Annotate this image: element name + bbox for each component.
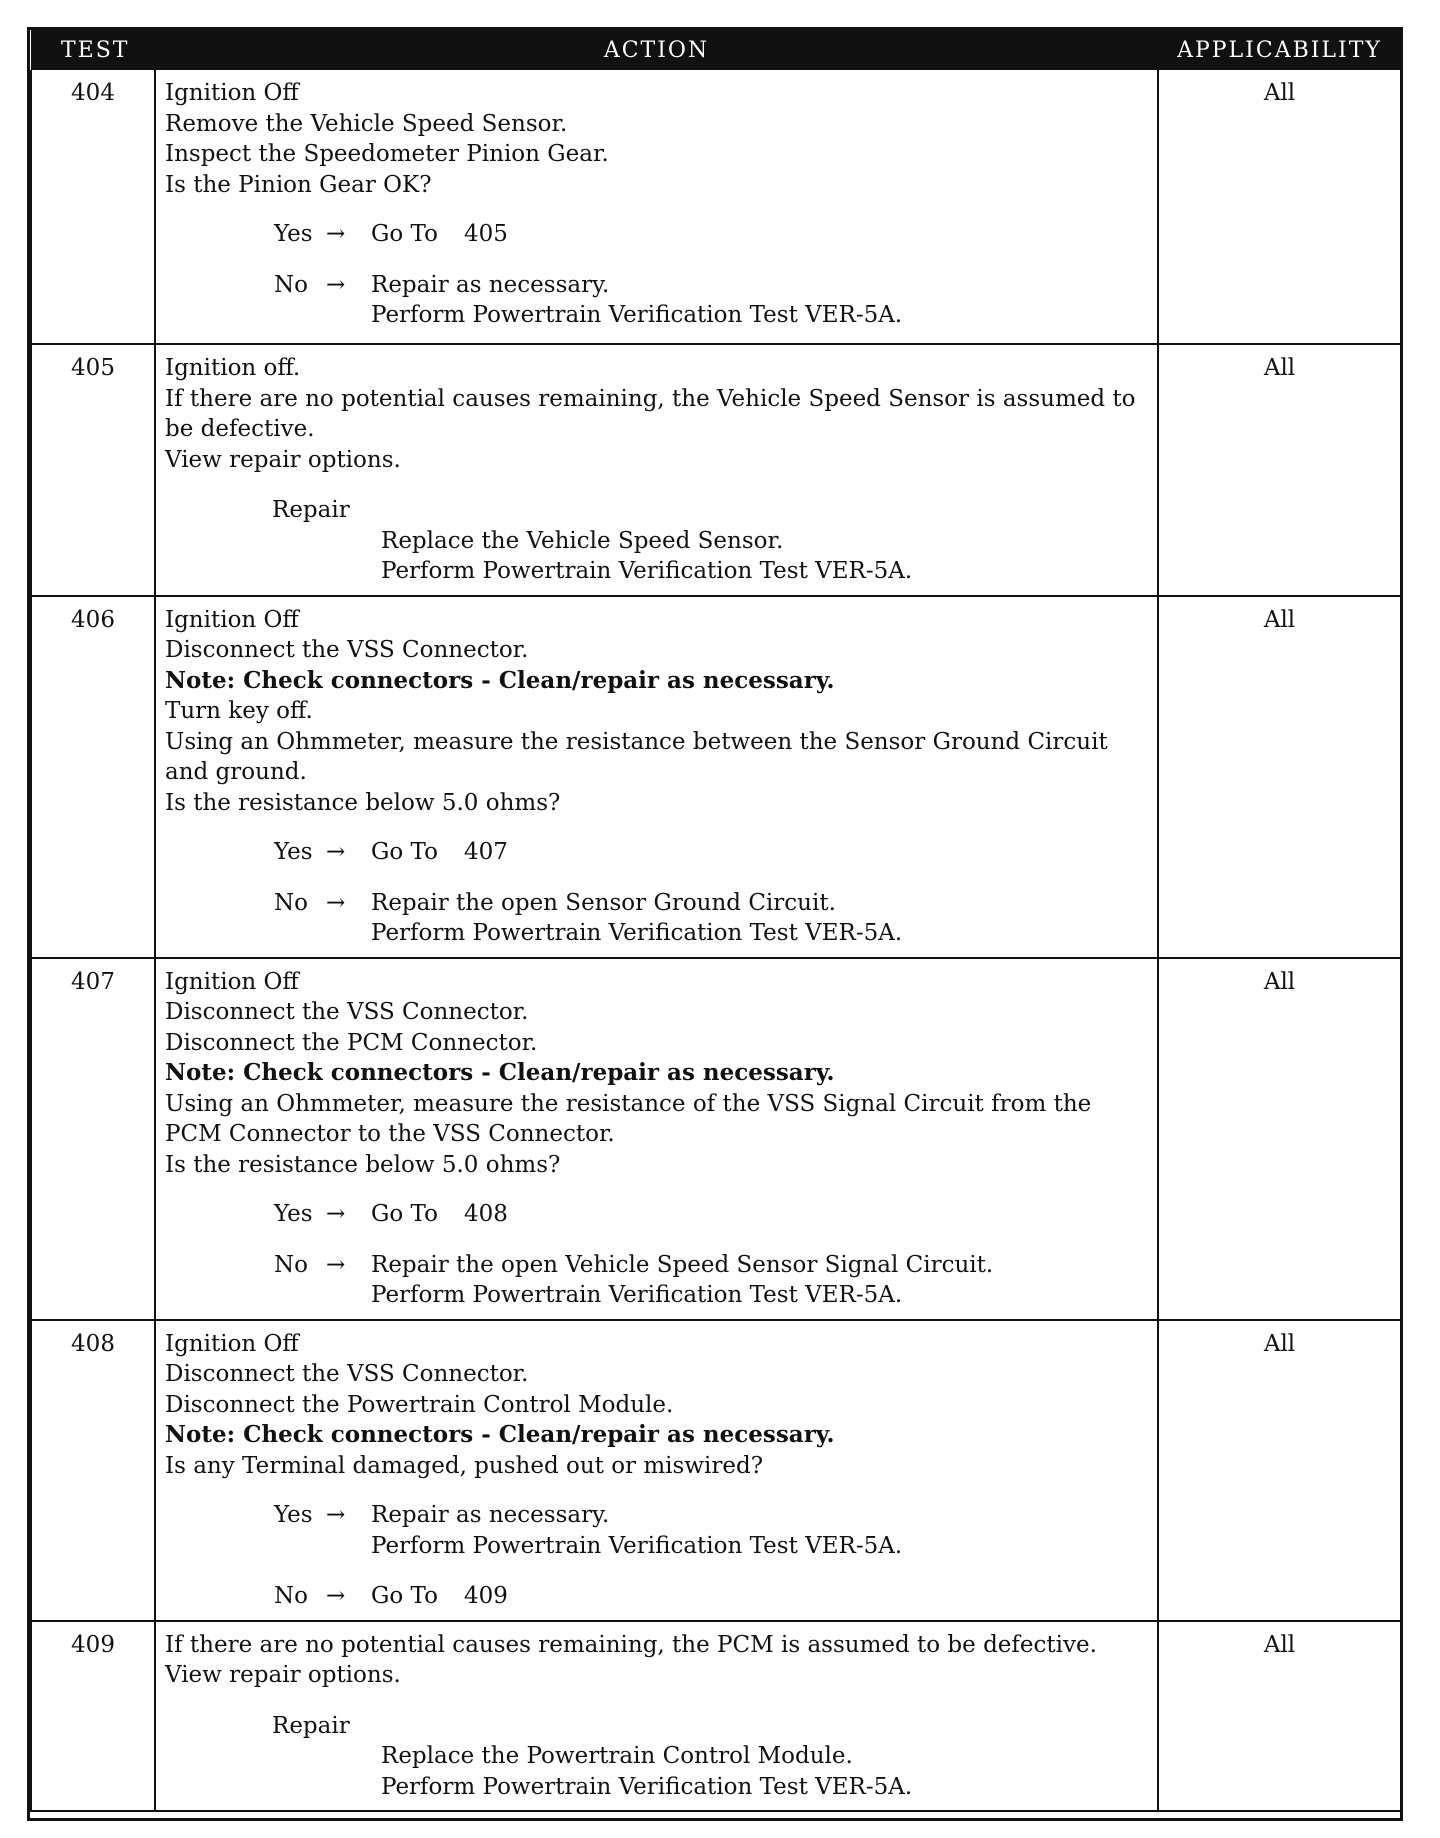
no-branch — [165, 1581, 1149, 1612]
action-line: View repair options. — [165, 1662, 401, 1688]
action-cell — [155, 70, 1158, 344]
goto-target: 409 — [463, 1583, 508, 1609]
result-line: Perform Powertrain Verification Test VER-5A. — [371, 920, 903, 946]
test-number: 408 — [31, 1320, 155, 1621]
test-number: 405 — [31, 344, 155, 596]
arrow-icon: → — [326, 839, 346, 865]
goto-target: 407 — [463, 839, 508, 865]
no-branch — [165, 270, 1149, 331]
repair-label: Repair — [272, 1712, 350, 1739]
applicability-value: All — [1158, 70, 1401, 344]
test-number: 406 — [31, 596, 155, 958]
header-action: ACTION — [155, 30, 1158, 70]
note-line: Note: Check connectors - Clean/repair as necessary. — [165, 1421, 835, 1448]
no-result — [371, 1581, 1149, 1612]
yes-label: Yes — [274, 1201, 313, 1227]
table-row-406 — [31, 596, 1401, 958]
diagnostic-table — [30, 30, 1402, 1812]
yes-branch — [165, 837, 1149, 868]
no-branch — [165, 888, 1149, 949]
no-label: No — [274, 1583, 308, 1609]
action-cell — [155, 958, 1158, 1320]
action-line: If there are no potential causes remaining, the Vehicle Speed Sensor is assumed to be defective. — [165, 385, 1136, 442]
diagnostic-table-sheet — [27, 27, 1403, 1821]
arrow-icon: → — [326, 889, 346, 916]
goto-label: Go To — [371, 839, 438, 865]
table-row-409 — [31, 1621, 1401, 1812]
action-cell — [155, 1621, 1158, 1812]
action-line: If there are no potential causes remaining, the PCM is assumed to be defective. — [165, 1631, 1097, 1658]
yes-result — [371, 1500, 1149, 1561]
header-test: TEST — [31, 30, 155, 70]
action-cell — [155, 596, 1158, 958]
yes-branch — [165, 1199, 1149, 1230]
no-result — [371, 888, 1149, 949]
action-cell — [155, 1320, 1158, 1621]
action-line: Ignition off. — [165, 355, 301, 381]
applicability-value: All — [1158, 1320, 1401, 1621]
arrow-icon: → — [326, 1583, 346, 1609]
arrow-icon: → — [326, 1502, 346, 1528]
no-label: No — [274, 1251, 308, 1278]
action-line: Ignition Off — [165, 80, 299, 106]
table-header-row — [31, 30, 1401, 70]
goto-label: Go To — [371, 1583, 438, 1609]
action-line: Ignition Off — [165, 968, 299, 995]
header-applicability: APPLICABILITY — [1158, 30, 1401, 70]
yes-result — [371, 219, 1149, 250]
action-line: Is the resistance below 5.0 ohms? — [165, 789, 561, 816]
action-line: Is any Terminal damaged, pushed out or miswired? — [165, 1452, 764, 1479]
result-line: Repair as necessary. — [371, 271, 610, 298]
action-line: Disconnect the VSS Connector. — [165, 1361, 529, 1387]
test-number: 404 — [31, 70, 155, 344]
no-result — [371, 270, 1149, 331]
action-line: Using an Ohmmeter, measure the resistance between the Sensor Ground Circuit and ground. — [165, 728, 1108, 785]
no-label: No — [274, 271, 308, 298]
action-line: Disconnect the Powertrain Control Module. — [165, 1391, 674, 1418]
table-row-407 — [31, 958, 1401, 1320]
no-label: No — [274, 889, 308, 916]
action-line: Inspect the Speedometer Pinion Gear. — [165, 141, 609, 167]
result-line: Repair the open Vehicle Speed Sensor Signal Circuit. — [371, 1251, 994, 1278]
repair-line: Replace the Vehicle Speed Sensor. — [381, 527, 784, 554]
note-line: Note: Check connectors - Clean/repair as necessary. — [165, 666, 835, 694]
test-number: 407 — [31, 958, 155, 1320]
repair-line: Replace the Powertrain Control Module. — [381, 1743, 853, 1769]
arrow-icon: → — [326, 1251, 346, 1278]
action-line: Disconnect the VSS Connector. — [165, 637, 529, 663]
result-line: Perform Powertrain Verification Test VER-5A. — [371, 1282, 903, 1308]
test-number: 409 — [31, 1621, 155, 1812]
result-line: Perform Powertrain Verification Test VER-5A. — [371, 1532, 903, 1559]
yes-result — [371, 837, 1149, 868]
yes-label: Yes — [274, 221, 313, 247]
result-line: Repair as necessary. — [371, 1502, 610, 1528]
repair-line: Perform Powertrain Verification Test VER-5A. — [381, 1773, 913, 1800]
yes-branch — [165, 219, 1149, 250]
action-line: Using an Ohmmeter, measure the resistance of the VSS Signal Circuit from the PCM Connector to the VSS Connector. — [165, 1090, 1092, 1147]
goto-target: 408 — [463, 1201, 508, 1227]
repair-label: Repair — [272, 497, 350, 523]
arrow-icon: → — [326, 1201, 346, 1227]
action-line: View repair options. — [165, 446, 401, 473]
table-row-405 — [31, 344, 1401, 596]
action-line: Is the resistance below 5.0 ohms? — [165, 1151, 561, 1178]
arrow-icon: → — [326, 221, 346, 247]
yes-label: Yes — [274, 839, 313, 865]
applicability-value: All — [1158, 344, 1401, 596]
applicability-value: All — [1158, 1621, 1401, 1812]
action-cell — [155, 344, 1158, 596]
applicability-value: All — [1158, 596, 1401, 958]
applicability-value: All — [1158, 958, 1401, 1320]
no-branch — [165, 1250, 1149, 1311]
result-line: Repair the open Sensor Ground Circuit. — [371, 889, 836, 916]
repair-line: Perform Powertrain Verification Test VER-5A. — [381, 558, 913, 584]
table-row-408 — [31, 1320, 1401, 1621]
no-result — [371, 1250, 1149, 1311]
goto-label: Go To — [371, 1201, 438, 1227]
yes-label: Yes — [274, 1502, 313, 1528]
yes-branch — [165, 1500, 1149, 1561]
yes-result — [371, 1199, 1149, 1230]
action-line: Turn key off. — [165, 698, 313, 724]
action-line: Ignition Off — [165, 1330, 299, 1357]
action-line: Disconnect the VSS Connector. — [165, 999, 529, 1025]
note-line: Note: Check connectors - Clean/repair as necessary. — [165, 1059, 835, 1086]
goto-target: 405 — [463, 221, 508, 247]
goto-label: Go To — [371, 221, 438, 247]
arrow-icon: → — [326, 271, 346, 298]
action-line: Disconnect the PCM Connector. — [165, 1029, 538, 1056]
table-row-404 — [31, 70, 1401, 344]
action-line: Is the Pinion Gear OK? — [165, 171, 432, 198]
action-line: Remove the Vehicle Speed Sensor. — [165, 110, 568, 137]
action-line: Ignition Off — [165, 606, 299, 633]
result-line: Perform Powertrain Verification Test VER-5A. — [371, 302, 903, 328]
